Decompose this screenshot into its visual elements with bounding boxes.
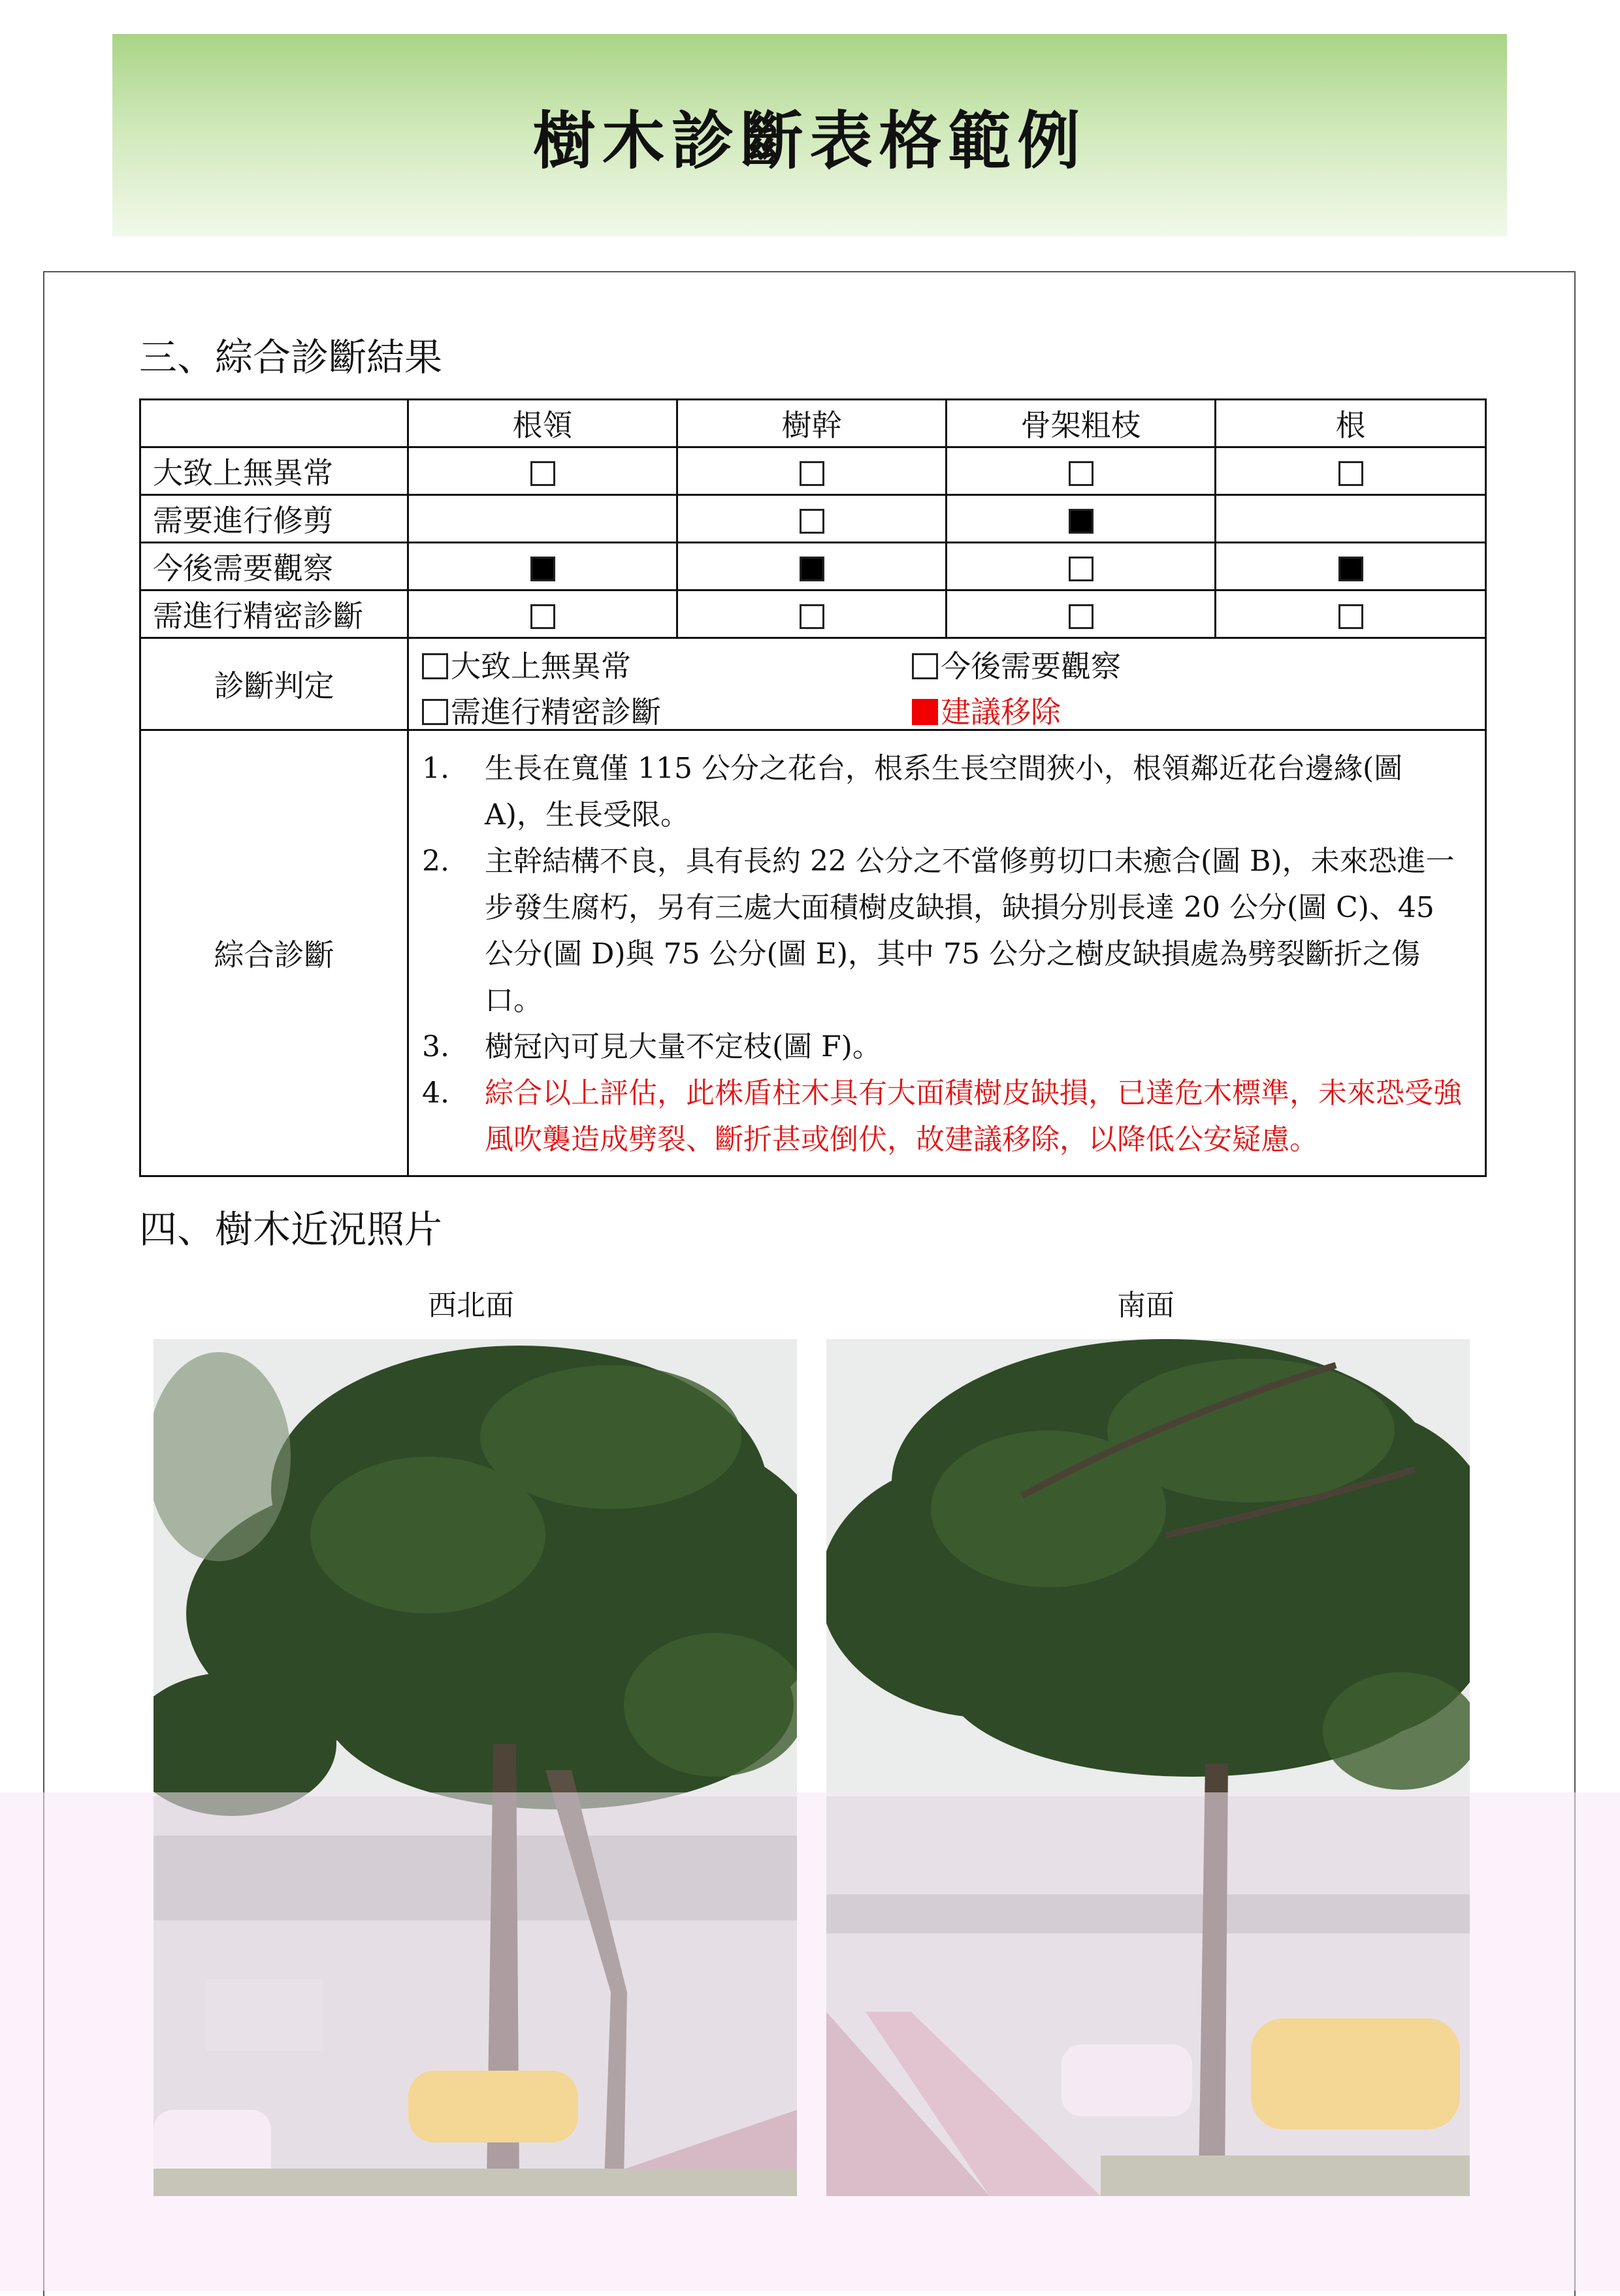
check-cell	[947, 447, 1216, 495]
checkbox-icon	[530, 461, 555, 486]
header-trunk: 樹幹	[677, 400, 947, 447]
row-label: 大致上無異常	[140, 447, 408, 495]
photo-caption-northwest: 西北面	[428, 1289, 514, 1322]
table-row	[140, 495, 1486, 543]
summary-list	[422, 745, 1472, 1163]
summary-content	[408, 730, 1486, 1176]
header-blank	[140, 400, 408, 447]
check-cell	[408, 543, 677, 590]
check-cell	[1216, 447, 1486, 495]
section-4-title: 四、樹木近況照片	[139, 1207, 443, 1252]
check-cell	[1216, 495, 1486, 543]
check-cell	[947, 543, 1216, 590]
table-row	[140, 590, 1486, 638]
section-3-title: 三、綜合診斷結果	[139, 335, 443, 380]
judgement-row	[140, 638, 1486, 730]
checkbox-icon	[800, 557, 824, 581]
check-cell	[408, 447, 677, 495]
checkbox-icon	[912, 653, 938, 679]
header-scaffold-branch: 骨架粗枝	[947, 400, 1216, 447]
check-cell	[947, 495, 1216, 543]
judgement-label: 診斷判定	[140, 638, 408, 730]
check-cell	[1216, 543, 1486, 590]
checkbox-icon	[912, 699, 938, 725]
checkbox-icon	[1338, 604, 1363, 629]
judgement-options	[408, 638, 1486, 730]
list-item: 3. 樹冠內可見大量不定枝(圖 F)。	[422, 1030, 881, 1063]
table-row	[140, 543, 1486, 590]
title-banner	[112, 34, 1507, 236]
checkbox-icon	[530, 604, 555, 629]
photo-caption-south: 南面	[1117, 1289, 1174, 1322]
header-root-collar: 根領	[408, 400, 677, 447]
judgement-option: 需進行精密診斷	[422, 688, 661, 732]
row-label: 需要進行修剪	[140, 495, 408, 543]
checkbox-icon	[530, 557, 555, 581]
row-label: 今後需要觀察	[140, 543, 408, 590]
header-root: 根	[1216, 400, 1486, 447]
table-header-row	[140, 400, 1486, 447]
check-cell	[677, 543, 947, 590]
check-cell	[947, 590, 1216, 638]
checkbox-icon	[1069, 461, 1094, 486]
check-cell	[677, 590, 947, 638]
check-cell	[408, 590, 677, 638]
checkbox-icon	[800, 461, 824, 486]
list-item: 2. 主幹結構不良，具有長約 22 公分之不當修剪切口未癒合(圖 B)，未來恐進一步發生腐朽，另有三處大面積樹皮缺損，缺損分別長達 20 公分(圖 C)、45 公分(圖 D)與 75 公分(圖 E)，其中 75 公分之樹皮缺損處為劈裂斷折之傷口。	[422, 845, 1455, 1017]
checkbox-icon	[422, 653, 448, 679]
list-item: 1. 生長在寬僅 115 公分之花台，根系生長空間狹小，根領鄰近花台邊緣(圖 A)，生長受限。	[422, 752, 1403, 832]
judgement-option: 大致上無異常	[422, 643, 631, 686]
checkbox-icon	[800, 509, 824, 534]
diagnosis-table	[139, 398, 1487, 1177]
summary-label: 綜合診斷	[140, 730, 408, 1176]
check-cell	[677, 447, 947, 495]
summary-row	[140, 730, 1486, 1176]
check-cell	[677, 495, 947, 543]
judgement-option-remove: 建議移除	[912, 688, 1061, 732]
checkbox-icon	[1069, 604, 1094, 629]
checkbox-icon	[1338, 557, 1363, 581]
judgement-option: 今後需要觀察	[912, 643, 1121, 686]
check-cell	[1216, 590, 1486, 638]
checkbox-icon	[800, 604, 824, 629]
list-item-recommendation: 4. 綜合以上評估，此株盾柱木具有大面積樹皮缺損，已達危木標準，未來恐受強風吹襲造成劈裂、斷折甚或倒伏，故建議移除，以降低公安疑慮。	[422, 1076, 1462, 1156]
page-title: 樹木診斷表格範例	[532, 105, 1087, 178]
checkbox-icon	[1338, 461, 1363, 486]
checkbox-icon	[1069, 557, 1094, 581]
row-label: 需進行精密診斷	[140, 590, 408, 638]
overlay-tint	[0, 1792, 1620, 2291]
check-cell	[408, 495, 677, 543]
checkbox-icon	[1069, 509, 1094, 534]
table-row	[140, 447, 1486, 495]
checkbox-icon	[422, 699, 448, 725]
